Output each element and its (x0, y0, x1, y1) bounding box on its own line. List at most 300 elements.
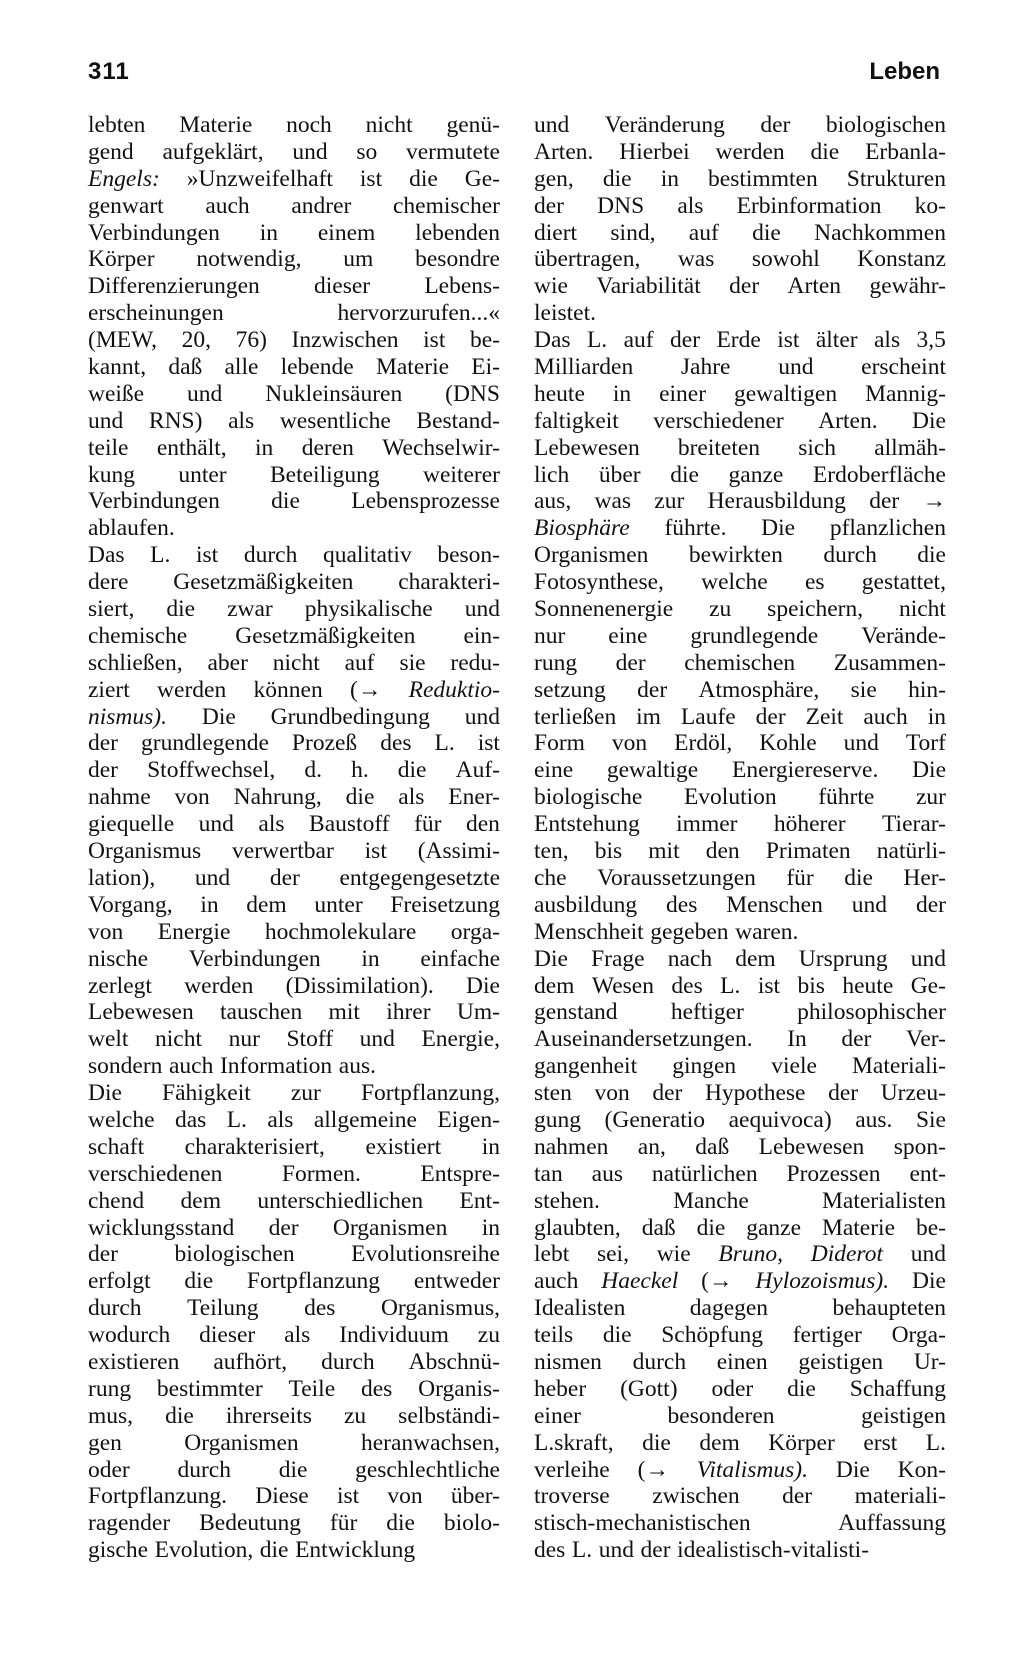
word: weiterer (422, 461, 500, 488)
word: daß (695, 1133, 730, 1160)
text-line (88, 973, 500, 1000)
word: was (594, 488, 632, 515)
word: über- (450, 1483, 500, 1510)
text-line (534, 220, 946, 247)
word: spon- (893, 1133, 946, 1160)
word: 3,5 (916, 327, 946, 354)
word: vermutete (405, 138, 500, 165)
word: Zeit (805, 703, 844, 730)
text-line (534, 1403, 946, 1430)
word: Die (88, 1080, 122, 1107)
word: nicht (272, 649, 320, 676)
word: aufgeklärt, (162, 138, 264, 165)
word: Materie (179, 112, 253, 138)
word: Menschen (726, 891, 823, 918)
word: eine (534, 757, 574, 784)
word: Evolution (683, 784, 777, 811)
word: Stoffwechsel, (147, 757, 276, 784)
word: ziert (88, 676, 130, 703)
word: und (187, 380, 223, 407)
text-line (88, 1430, 500, 1457)
word: nach (667, 945, 713, 972)
word: Abschnü- (408, 1348, 500, 1375)
word: beson- (437, 542, 500, 569)
word: Herausbildung (707, 488, 846, 515)
text-line (88, 300, 500, 327)
text-line (534, 273, 946, 300)
word: Die (201, 703, 236, 730)
text-line (534, 730, 946, 757)
word: der (88, 757, 119, 784)
word: die (602, 1322, 632, 1349)
word: L. (434, 730, 455, 757)
word: nur (228, 1026, 260, 1053)
word: Organismen (184, 1429, 299, 1456)
word: und (843, 730, 879, 757)
text-line (88, 220, 500, 247)
text-line (534, 1510, 946, 1537)
word: noch (286, 112, 332, 138)
word: Entwicklung (295, 1537, 416, 1564)
word: zur (915, 784, 946, 811)
text-line (88, 999, 500, 1026)
word: (Gott) (620, 1375, 678, 1402)
text-line (534, 1241, 946, 1268)
word: die (166, 596, 196, 623)
word: entweder (413, 1268, 500, 1295)
word: und (910, 945, 946, 972)
word: schließen, (88, 649, 183, 676)
word: Arten (787, 273, 842, 300)
word: die (409, 165, 438, 192)
word: Milliarden (534, 354, 634, 381)
word: Fortpflanzung, (360, 1080, 500, 1107)
word: tauschen (220, 999, 303, 1026)
word: die (787, 1375, 816, 1402)
word: sten (534, 1080, 572, 1107)
word: Hylozoismus). (755, 1268, 890, 1295)
word: durch (177, 1456, 231, 1483)
word: (Generatio (604, 1106, 706, 1133)
word: und (534, 112, 570, 138)
word: Haeckel (601, 1268, 679, 1295)
word: setzung (534, 676, 606, 703)
word: auf (688, 219, 719, 246)
word: biolo- (443, 1510, 500, 1537)
word: giequelle (88, 811, 175, 838)
word: das (174, 1106, 207, 1133)
word: auf (344, 649, 375, 676)
word: die (184, 1268, 214, 1295)
word: dem (699, 1429, 740, 1456)
word: Diese (255, 1483, 309, 1510)
word: der (268, 1214, 299, 1241)
word: der (841, 1026, 872, 1053)
word: auch (205, 192, 250, 219)
word: und (598, 1537, 634, 1564)
text-line (534, 999, 946, 1026)
word: genstand (534, 999, 618, 1026)
word: Frage (591, 945, 645, 972)
text-line (88, 139, 500, 166)
word: immer (676, 811, 738, 838)
word: Die (912, 757, 946, 784)
word: Hierbei (619, 138, 690, 165)
word: glaubten, (534, 1214, 621, 1241)
word: Materiali- (852, 1053, 946, 1080)
text-line (534, 1080, 946, 1107)
word: biologische (534, 784, 643, 811)
word: im (636, 703, 661, 730)
word: besonderen (667, 1402, 775, 1429)
word: verschiedener (653, 407, 784, 434)
word: die (642, 1429, 671, 1456)
word: Ent- (459, 1187, 500, 1214)
word: auch (863, 703, 908, 730)
word: unter (178, 461, 227, 488)
word: der (670, 327, 701, 354)
word: und (464, 596, 500, 623)
text-line (88, 1161, 500, 1188)
word: Jahre (680, 354, 731, 381)
word: die (844, 864, 873, 891)
word: die (386, 1510, 415, 1537)
word: Arten. (534, 138, 594, 165)
word: Erdöl, (674, 730, 733, 757)
word: alle (224, 354, 259, 381)
text-line (88, 1053, 500, 1080)
word: Individuum (339, 1322, 449, 1349)
word: allgemeine (313, 1106, 417, 1133)
word: Sie (915, 1106, 946, 1133)
word: Prozessen (786, 1160, 881, 1187)
word: wodurch (88, 1322, 171, 1349)
word: heute (842, 972, 894, 999)
word: eine (608, 622, 648, 649)
text-line (88, 166, 500, 193)
word: lebten (88, 112, 146, 138)
word: dere (88, 569, 129, 596)
word: können (253, 676, 323, 703)
word: in (259, 219, 278, 246)
text-line (88, 1349, 500, 1376)
text-line (88, 327, 500, 354)
word: hin- (908, 676, 946, 703)
word: dem (180, 1187, 221, 1214)
word: aus. (338, 1053, 376, 1080)
word: werden (715, 138, 785, 165)
word: qualitativ (322, 542, 412, 569)
word: behaupteten (832, 1295, 946, 1322)
word: werden (157, 676, 227, 703)
word: einen (716, 1348, 768, 1375)
word: zu (477, 1322, 500, 1349)
word: einer (659, 380, 707, 407)
word: Das (534, 327, 571, 354)
text-line (88, 1322, 500, 1349)
page-header (88, 58, 940, 94)
word: h. (351, 757, 369, 784)
word: der (915, 891, 946, 918)
word: sie (399, 649, 426, 676)
word: was (677, 246, 715, 273)
word: ausbildung (534, 891, 638, 918)
text-line (88, 569, 500, 596)
word: auch (534, 1268, 579, 1295)
word: wie (534, 273, 568, 300)
word: die (271, 488, 300, 515)
word: erscheint (861, 354, 946, 381)
word: natürli- (876, 838, 946, 865)
word: gen (88, 1429, 122, 1456)
word: wicklungsstand (88, 1214, 235, 1241)
word: Tierar- (882, 811, 946, 838)
word: über (598, 461, 641, 488)
word: diert (534, 219, 578, 246)
word: und (292, 138, 328, 165)
word: der (729, 273, 760, 300)
text-line (534, 112, 946, 139)
word: Orga- (891, 1322, 946, 1349)
word: L. (586, 327, 608, 354)
word: Freisetzung (390, 891, 500, 918)
text-line (534, 354, 946, 381)
word: Gesetzmäßigkeiten (235, 622, 416, 649)
text-line (534, 623, 946, 650)
text-line (534, 435, 946, 462)
word: pflanzlichen (829, 515, 946, 542)
word: der (652, 1080, 683, 1107)
word: gegeben (650, 918, 729, 945)
text-line (534, 865, 946, 892)
word: führte (818, 784, 875, 811)
text-line (534, 677, 946, 704)
word: ist (364, 838, 387, 865)
word: terließen (534, 703, 617, 730)
word: die (602, 165, 632, 192)
word: Die (761, 515, 796, 542)
word: grundlegende (141, 730, 269, 757)
word: biologischen (174, 1241, 295, 1268)
word: Lebens- (424, 273, 500, 300)
text-line (534, 704, 946, 731)
word: Ge- (464, 165, 500, 192)
word: Fortpflanzung (246, 1268, 381, 1295)
word: aufhört, (213, 1348, 288, 1375)
text-line (88, 193, 500, 220)
word: gewaltigen (734, 380, 838, 407)
text-line (534, 381, 946, 408)
word: dieser (314, 273, 371, 300)
text-line (88, 354, 500, 381)
text-line (534, 488, 946, 515)
word: Die (912, 407, 946, 434)
word: Eigen- (437, 1106, 500, 1133)
word: biologischen (825, 112, 946, 138)
word: Schöpfung (661, 1322, 764, 1349)
word: als (677, 192, 704, 219)
word: Evolution, (154, 1537, 254, 1564)
word: Variabilität (596, 273, 701, 300)
word: Atmosphäre, (698, 676, 820, 703)
word: ko- (914, 192, 946, 219)
word: ablaufen. (88, 515, 175, 542)
text-line (534, 1188, 946, 1215)
word: werden (184, 972, 254, 999)
word: welche (701, 569, 768, 596)
word: Teile (288, 1375, 336, 1402)
word: L. (226, 1106, 247, 1133)
word: führte. (664, 515, 727, 542)
text-line (534, 946, 946, 973)
word: troverse (534, 1483, 610, 1510)
word: die (165, 1402, 194, 1429)
word: dem (246, 891, 287, 918)
word: Arten. (818, 407, 878, 434)
word: teils (534, 1322, 574, 1349)
text-line (534, 811, 946, 838)
word: daß (168, 354, 203, 381)
word: Bestand- (416, 407, 500, 434)
word: existieren (88, 1348, 180, 1375)
word: ein- (463, 622, 500, 649)
text-line (88, 1268, 500, 1295)
text-line (88, 1080, 500, 1107)
word: einfache (420, 945, 500, 972)
word: Inzwischen (291, 327, 399, 354)
text-line (534, 1053, 946, 1080)
word: wie (656, 1241, 691, 1268)
text-line (88, 1376, 500, 1403)
word: des (666, 891, 698, 918)
word: L. (720, 972, 741, 999)
word: des (360, 1375, 393, 1402)
word: Die (912, 1268, 946, 1295)
text-line (88, 1403, 500, 1430)
word: von (174, 784, 210, 811)
word: erscheinungen (88, 300, 224, 327)
word: Erbinformation (736, 192, 882, 219)
word: sondern (88, 1053, 163, 1080)
word: aus (591, 1160, 623, 1187)
word: und (778, 354, 814, 381)
word: gung (534, 1106, 581, 1133)
word: ihrer (386, 999, 431, 1026)
word: verwertbar (232, 838, 334, 865)
word: Körper (88, 246, 155, 273)
word: den (466, 811, 500, 838)
word: Entspre- (420, 1160, 500, 1187)
word: waren. (735, 918, 799, 945)
text-line (534, 1268, 946, 1295)
word: der (88, 730, 119, 757)
word: Stoff (286, 1026, 334, 1053)
word: Sonnenenergie (534, 596, 674, 623)
word: des (671, 972, 703, 999)
word: rung (88, 1375, 132, 1402)
word: Urzeu- (880, 1080, 946, 1107)
word: in (361, 945, 380, 972)
word: Kohle (759, 730, 817, 757)
word: L. (925, 1429, 946, 1456)
text-line (88, 596, 500, 623)
running-head: Leben (869, 58, 940, 85)
word: verschiedenen (88, 1160, 223, 1187)
word: Auf- (455, 757, 500, 784)
word: Erdoberfläche (812, 461, 946, 488)
word: in (255, 434, 274, 461)
word: zu (709, 596, 732, 623)
word: existiert (365, 1133, 442, 1160)
word: → (922, 488, 946, 515)
text-line (88, 408, 500, 435)
text-line (88, 435, 500, 462)
word: dieser (199, 1322, 256, 1349)
word: Auseinandersetzungen. (534, 1026, 753, 1053)
text-line (88, 488, 500, 515)
word: übertragen, (534, 246, 641, 273)
word: des (380, 730, 412, 757)
word: hochmolekulare (264, 918, 417, 945)
word: von (594, 1080, 630, 1107)
word: kannt, (88, 354, 147, 381)
word: chemischen (684, 649, 796, 676)
text-line (534, 596, 946, 623)
text-line (88, 865, 500, 892)
word: die (345, 784, 375, 811)
word: Zusammen- (833, 649, 946, 676)
text-line (534, 462, 946, 489)
text-line (534, 1457, 946, 1484)
text-line (88, 462, 500, 489)
word: Veränderung (604, 112, 725, 138)
word: lich (534, 461, 570, 488)
word: der (760, 112, 791, 138)
word: erst (863, 1429, 898, 1456)
word: an, (637, 1133, 666, 1160)
text-line (534, 1026, 946, 1053)
text-line (534, 1215, 946, 1242)
text-line (88, 1107, 500, 1134)
text-line (88, 1510, 500, 1537)
word: als (874, 327, 901, 354)
word: in (481, 1133, 500, 1160)
word: ist (423, 327, 446, 354)
word: DNS (597, 192, 645, 219)
word: Die (466, 972, 500, 999)
word: gische (88, 1537, 149, 1564)
word: (→ (350, 676, 382, 703)
text-line (88, 946, 500, 973)
word: che (534, 864, 567, 891)
word: so (356, 138, 378, 165)
word: des (534, 1537, 566, 1564)
word: materiali- (854, 1483, 946, 1510)
word: und (359, 1026, 395, 1053)
word: Verbindungen (188, 945, 321, 972)
word: Reduktio- (408, 676, 500, 703)
word: Engels: (88, 165, 160, 192)
text-line (88, 623, 500, 650)
word: Bruno, (718, 1241, 783, 1268)
word: zu (343, 1402, 367, 1429)
word: (Assimi- (417, 838, 500, 865)
word: zwischen (652, 1483, 740, 1510)
word: als (258, 811, 285, 838)
text-line (88, 784, 500, 811)
word: Um- (456, 999, 500, 1026)
word: Vitalismus). (696, 1456, 808, 1483)
